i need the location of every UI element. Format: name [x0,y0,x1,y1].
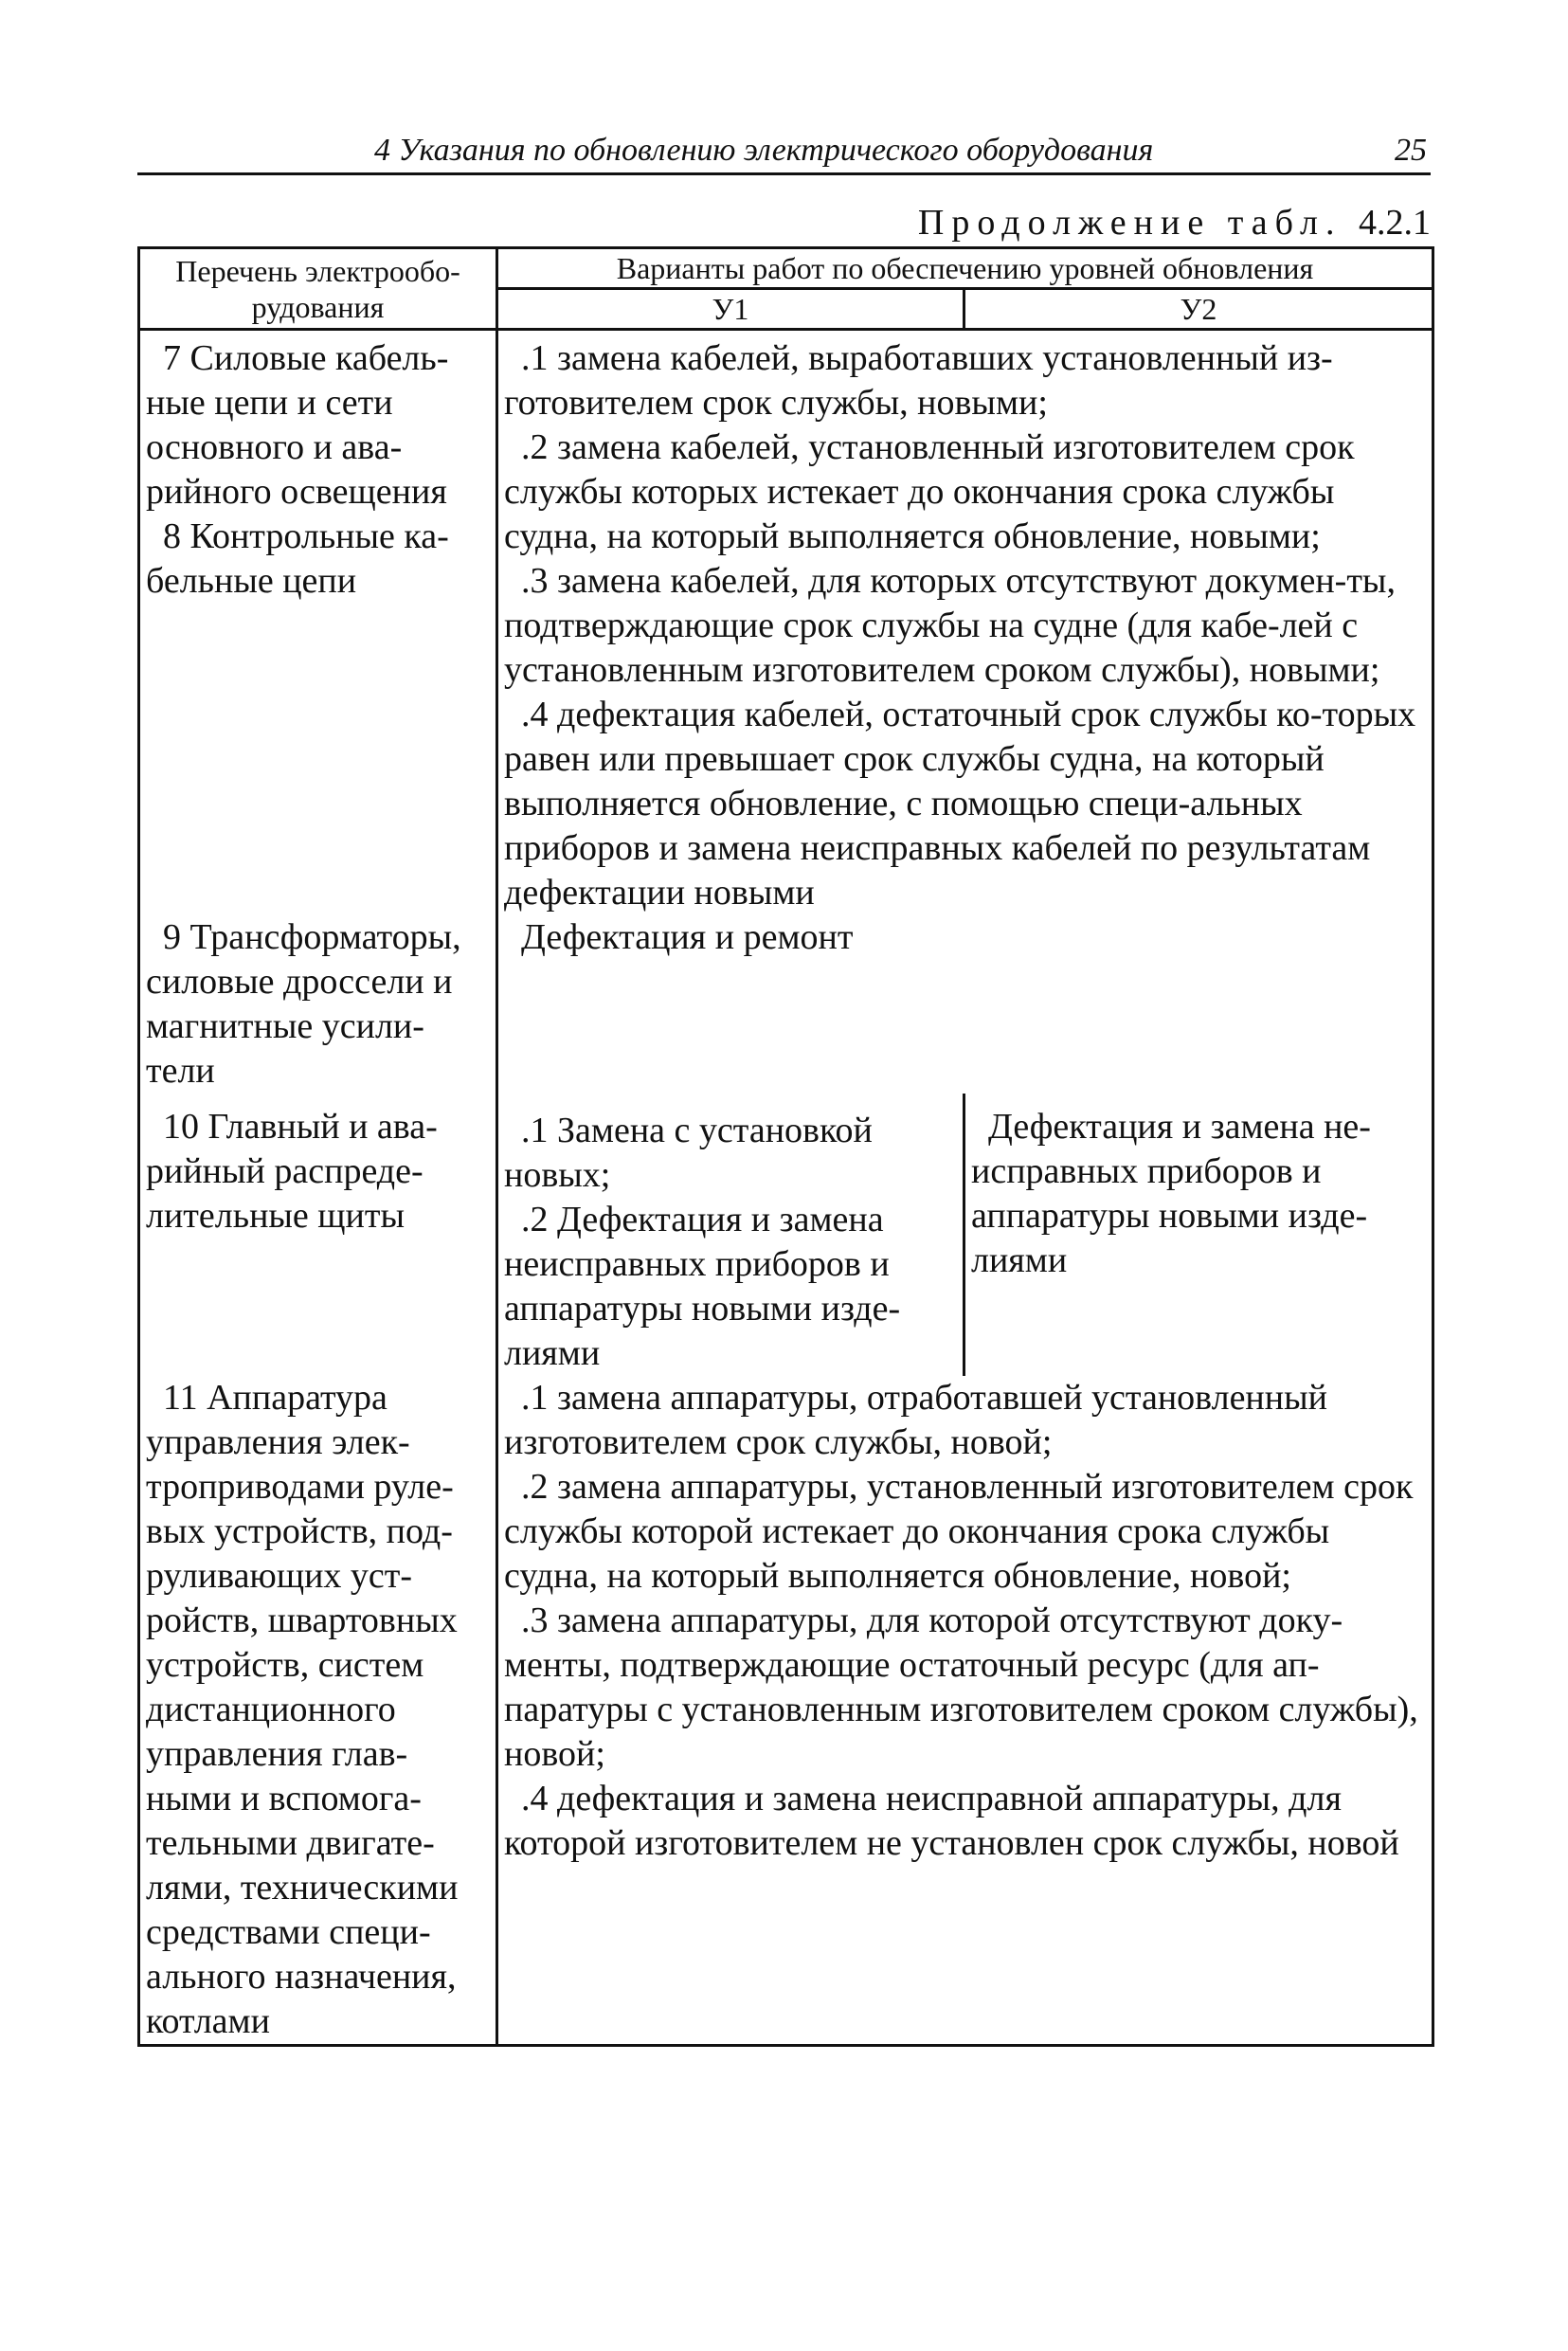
header-title: 4 Указания по обновлению электрического оборудования [374,133,1154,168]
equipment-item: 11 Аппаратура управления элек-троприводами руле-вых устройств, под-руливающих уст-ройств, швартовных устройств, систем дистанционного управления глав-ными и вспомога-тельными двигате-лями, техническими средствами специ-ального назначения, котлами [146,1378,459,2041]
equipment-item: 10 Главный и ава-рийный распреде-лительные щиты [146,1107,438,1236]
header-u1: У1 [497,289,964,330]
work-item: .1 замена аппаратуры, отработавшей установленный изготовителем срок службы, новой; [504,1378,1327,1462]
page-number: 25 [1395,133,1427,168]
work-item: Дефектация и ремонт [521,917,854,957]
equipment-cell [139,1376,497,2046]
work-item: .1 замена кабелей, выработавших установленный из-готовителем срок службы, новыми; [504,338,1333,423]
work-item: .1 Замена с установкой новых; [504,1111,873,1195]
work-item: .2 Дефектация и замена неисправных приборов и аппаратуры новыми изде-лиями [504,1200,901,1373]
table-caption [918,201,1431,244]
u1-cell [497,1094,964,1376]
equipment-item: 9 Трансформаторы, силовые дроссели и магнитные усили-тели [146,917,461,1091]
header-equipment-list: Перечень электрообо-рудования [139,248,497,330]
work-item: .3 замена аппаратуры, для которой отсутствуют доку-менты, подтверждающие остаточный ресурс (для ап-паратуры с установленным изготовителем сроком службы), новой; [504,1600,1418,1774]
works-cell [497,915,1433,1094]
work-item: .3 замена кабелей, для которых отсутствуют докумен-ты, подтверждающие срок службы на судне (для кабе-лей с установленным изготовителем сроком службы), новыми; [504,561,1396,690]
equipment-item: 7 Силовые кабель-ные цепи и сети основного и ава-рийного освещения [146,338,449,512]
works-cell [497,1376,1433,2046]
table-row [139,1094,1433,1376]
equipment-item: 8 Контрольные ка-бельные цепи [146,516,449,601]
header-variants: Варианты работ по обеспечению уровней обновления [497,248,1433,289]
work-item: .4 дефектация кабелей, остаточный срок службы ко-торых равен или превышает срок службы судна, на который выполняется обновление, с помощью специ-альных приборов и замена неисправных кабелей по результатам дефектации новыми [504,695,1416,913]
work-item: .4 дефектация и замена неисправной аппаратуры, для которой изготовителем не установлен срок службы, новой [504,1779,1399,1863]
works-cell [497,330,1433,916]
work-item: Дефектация и замена не-исправных приборов и аппаратуры новыми изде-лиями [971,1107,1371,1280]
caption-number: 4.2.1 [1359,203,1431,243]
equipment-cell [139,1094,497,1376]
renewal-table [137,246,1434,2047]
caption-label: Продолжение табл. [917,203,1343,243]
header-u2: У2 [964,289,1433,330]
equipment-cell [139,915,497,1094]
equipment-cell [139,330,497,916]
table-row [139,915,1433,1094]
table-row [139,1376,1433,2046]
u2-cell [964,1094,1433,1376]
running-header [137,129,1431,175]
work-item: .2 замена аппаратуры, установленный изготовителем срок службы которой истекает до окончания срока службы судна, на который выполняется обновление, новой; [504,1467,1414,1596]
table-row [139,330,1433,916]
work-item: .2 замена кабелей, установленный изготовителем срок службы которых истекает до окончания срока службы судна, на который выполняется обновление, новыми; [504,427,1355,556]
